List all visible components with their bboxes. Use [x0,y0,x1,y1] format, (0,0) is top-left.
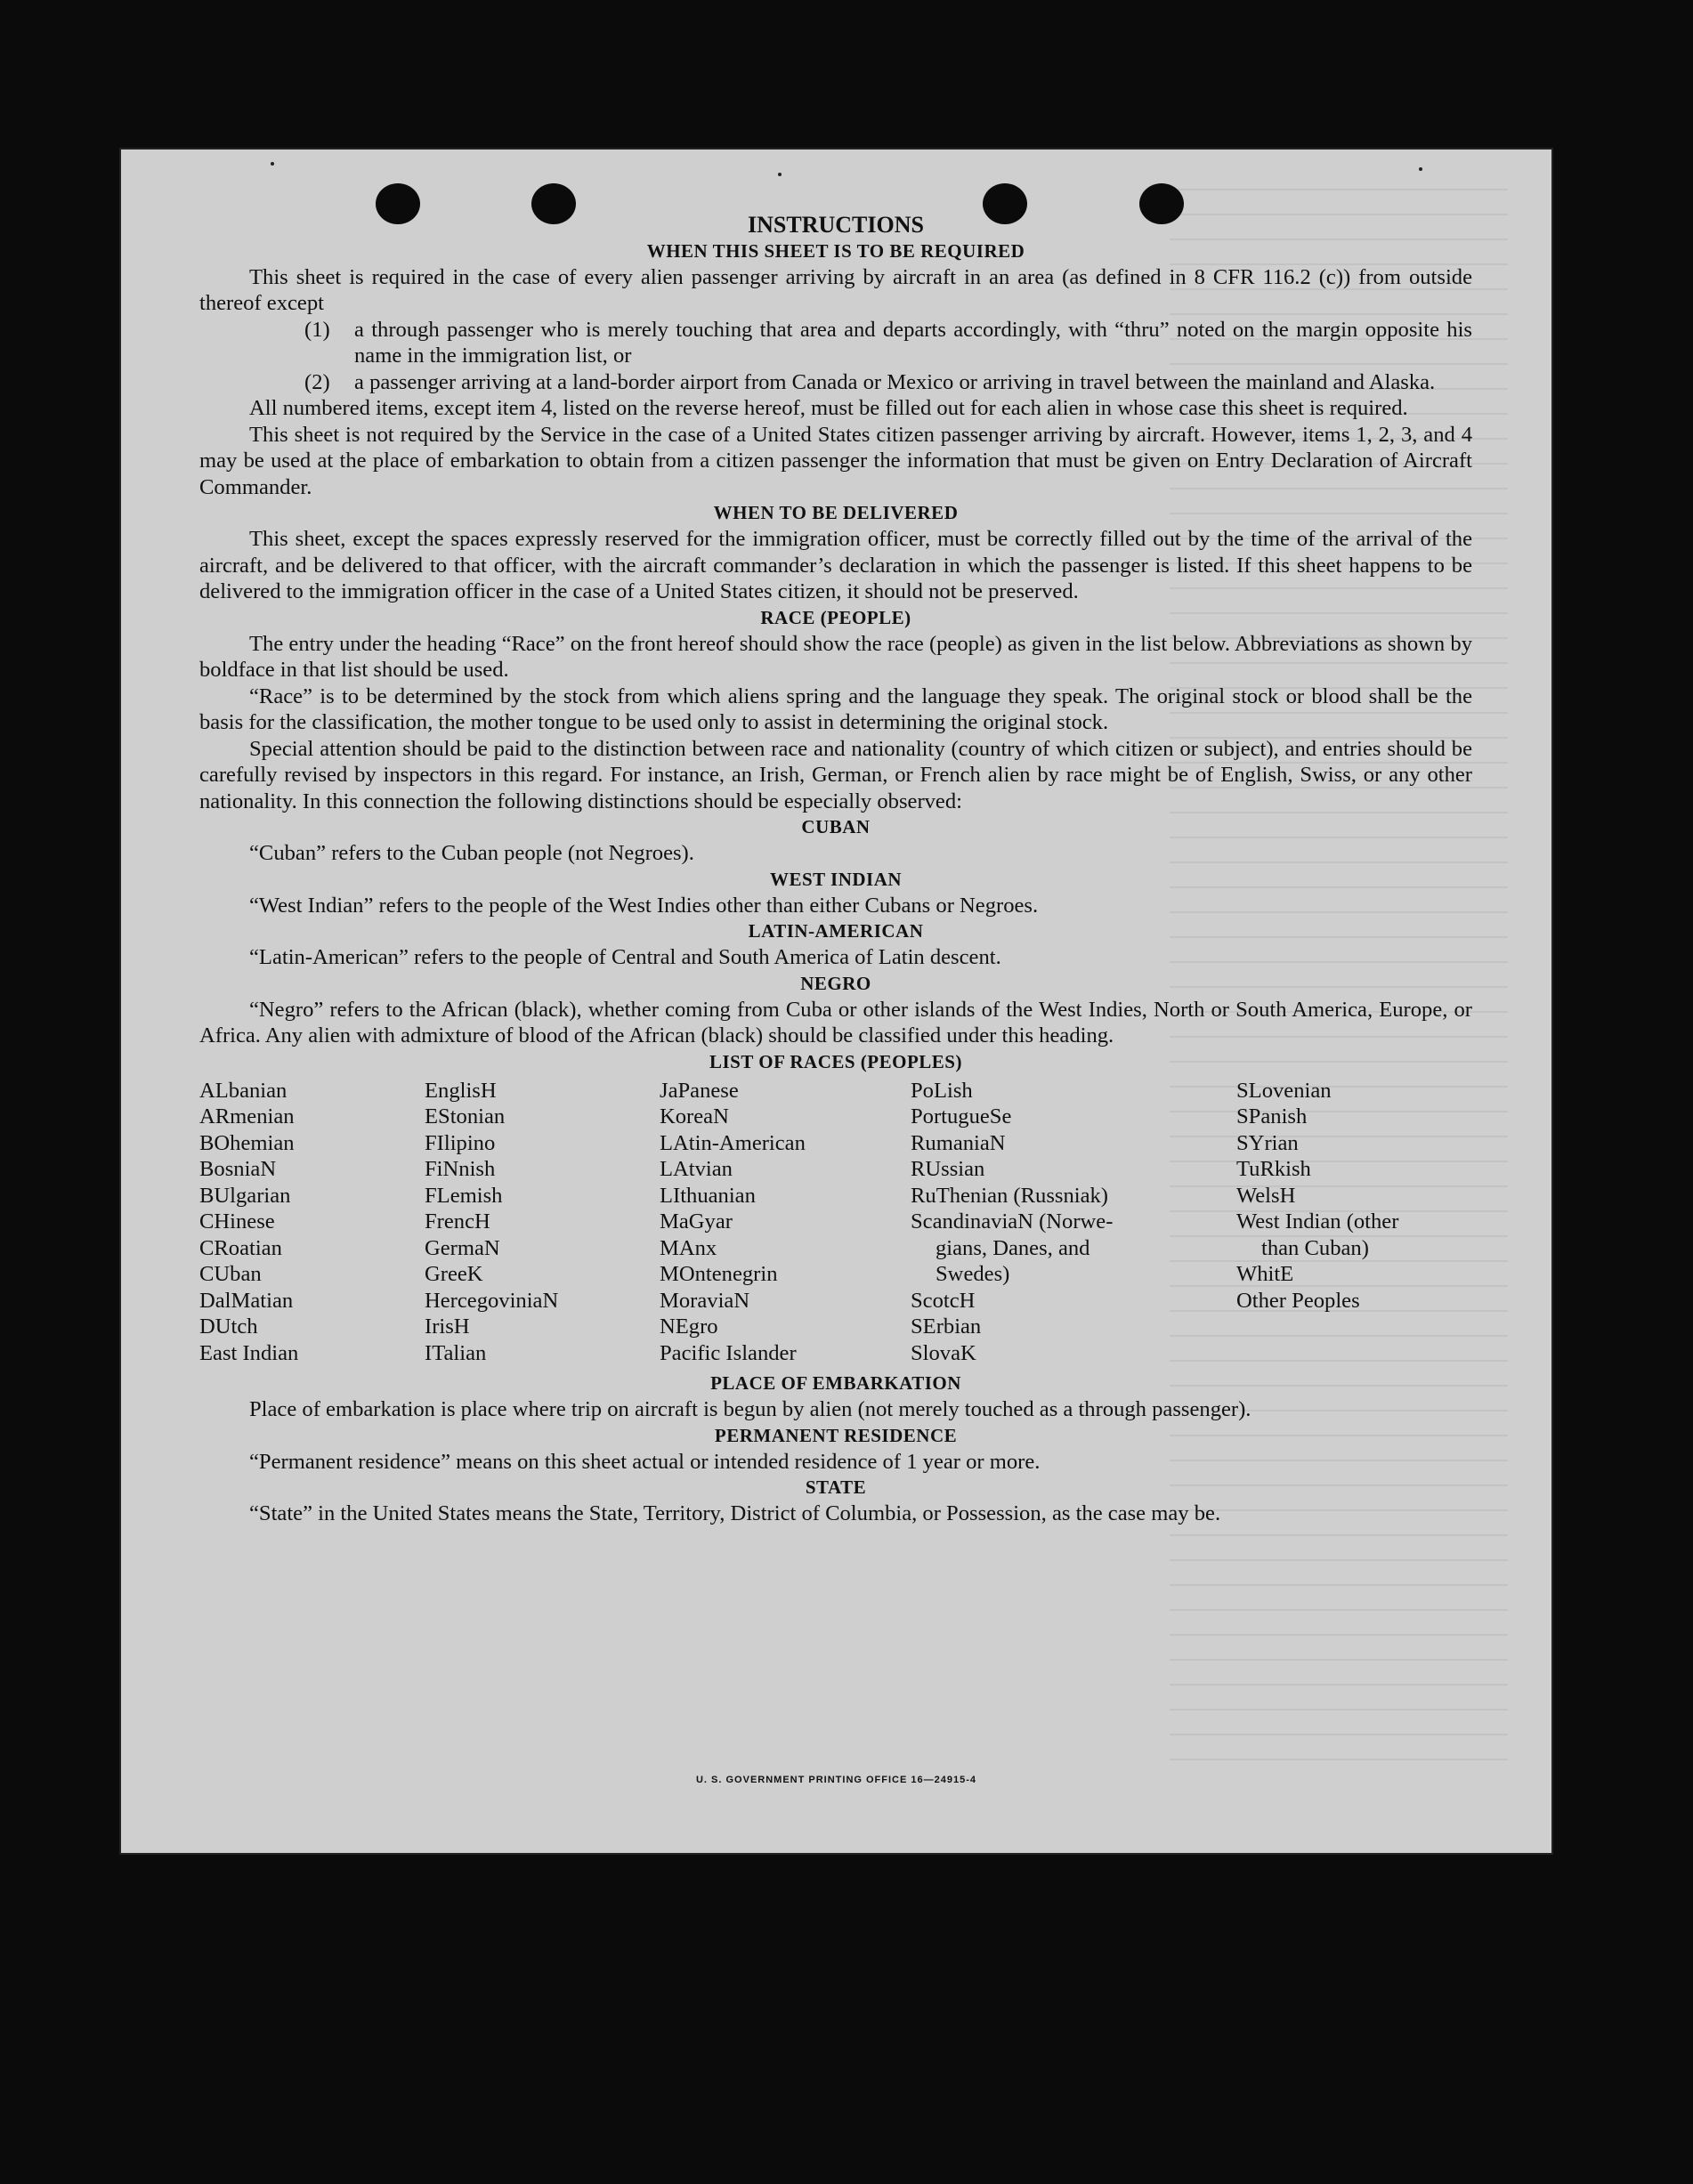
heading-state: STATE [805,1476,867,1498]
race-para2: “Race” is to be determined by the stock from which aliens spring and the language they speak. The original stock or blood shall be the basis for the classification, the mother tongue to be used only to assist in determining the original stock. [199,684,1472,734]
race-entry: CHinese [199,1209,275,1234]
race-entry: RUssian [911,1157,985,1181]
race-entry: MAnx [660,1235,717,1260]
race-column [1236,1078,1468,1367]
race-entry: than Cuban) [1261,1235,1369,1260]
race-entry: NEgro [660,1314,718,1339]
heading-when-required: WHEN THIS SHEET IS TO BE REQUIRED [646,239,1025,262]
race-entry: Swedes) [936,1262,1010,1286]
race-entry: SlovaK [911,1340,976,1365]
race-entry: SYrian [1236,1130,1299,1155]
heading-residence: PERMANENT RESIDENCE [714,1424,958,1446]
race-entry: FIlipino [425,1130,496,1155]
list-item [304,317,1472,369]
race-column [425,1078,660,1367]
document-sheet [119,148,1553,1855]
race-entry: MoraviaN [660,1288,750,1313]
page-title: INSTRUCTIONS [748,212,924,238]
race-entry: CUban [199,1262,262,1286]
race-entry: SLovenian [1236,1078,1332,1103]
speck [271,162,274,166]
race-entry: SPanish [1236,1104,1308,1128]
cuban-text: “Cuban” refers to the Cuban people (not Negroes). [249,841,694,865]
heading-embarkation: PLACE OF EMBARKATION [710,1372,961,1394]
race-entry: LAtin-American [660,1130,806,1155]
heading-negro: NEGRO [800,972,871,994]
race-entry: West Indian (other [1236,1209,1399,1234]
race-entry: ScandinaviaN (Norwe- [911,1209,1114,1234]
race-column [660,1078,911,1367]
item-number: (1) [304,317,330,342]
residence-text: “Permanent residence” means on this sheet actual or intended residence of 1 year or more. [249,1449,1041,1474]
race-entry: ARmenian [199,1104,295,1128]
race-entry: CRoatian [199,1235,282,1260]
race-entry: GreeK [425,1262,483,1286]
when-required-para2: All numbered items, except item 4, listed on the reverse hereof, must be filled out for each alien in whose case this sheet is required. [249,396,1408,420]
race-entry: PortugueSe [911,1104,1012,1128]
race-entry: BosniaN [199,1157,277,1181]
race-entry: Other Peoples [1236,1288,1360,1313]
race-entry: FiNnish [425,1157,496,1181]
race-entry: LAtvian [660,1157,733,1181]
state-text: “State” in the United States means the State, Territory, District of Columbia, or Possession, as the case may be. [249,1501,1221,1525]
race-entry: MOntenegrin [660,1262,778,1286]
race-entry: BUlgarian [199,1183,291,1208]
race-entry: EnglisH [425,1078,497,1103]
race-list [199,1078,1472,1367]
race-entry: SErbian [911,1314,982,1339]
printer-imprint: U. S. GOVERNMENT PRINTING OFFICE 16—24915-4 [695,1775,976,1785]
race-entry: DalMatian [199,1288,294,1313]
race-entry: WelsH [1236,1183,1296,1208]
heading-when-delivered: WHEN TO BE DELIVERED [713,502,959,523]
race-entry: Pacific Islander [660,1340,797,1365]
west-indian-text: “West Indian” refers to the people of the West Indies other than either Cubans or Negroes. [249,893,1039,918]
latin-american-text: “Latin-American” refers to the people of Central and South America of Latin descent. [249,945,1001,969]
race-para1: The entry under the heading “Race” on the front hereof should show the race (people) as given in the list below. Abbreviations as shown by boldface in that list should be used. [199,631,1472,682]
race-entry: GermaN [425,1235,500,1260]
embarkation-text: Place of embarkation is place where trip on aircraft is begun by alien (not merely touched as a through passenger). [249,1397,1252,1421]
race-column [911,1078,1236,1367]
heading-race: RACE (PEOPLE) [760,606,911,628]
race-para3: Special attention should be paid to the distinction between race and nationality (country of which citizen or subject), and entries should be carefully revised by inspectors in this regard. For instance, an Irish, German, or French alien by race might be of English, Swiss, or any other nationality. In this connection the following distinctions should be especially observed: [199,736,1472,813]
race-entry: gians, Danes, and [936,1235,1090,1260]
race-entry: KoreaN [660,1104,729,1128]
heading-cuban: CUBAN [801,816,871,837]
race-entry: DUtch [199,1314,258,1339]
race-entry: East Indian [199,1340,299,1365]
race-entry: MaGyar [660,1209,733,1234]
item-text: a through passenger who is merely touching that area and departs accordingly, with “thru” noted on the margin opposite his name in the immigration list, or [354,317,1472,368]
race-entry: PoLish [911,1078,973,1103]
race-entry: LIthuanian [660,1183,756,1208]
race-entry: FLemish [425,1183,503,1208]
heading-list-of-races: LIST OF RACES (PEOPLES) [709,1050,962,1072]
race-entry: IrisH [425,1314,470,1339]
race-entry: TuRkish [1236,1157,1311,1181]
race-entry: JaPanese [660,1078,739,1103]
when-required-para3: This sheet is not required by the Service in the case of a United States citizen passenger arriving by aircraft. However, items 1, 2, 3, and 4 may be used at the place of embarkation to obtain from a citizen passenger the information that must be given on Entry Declaration of Aircraft Commander. [199,422,1472,499]
race-entry: HercegoviniaN [425,1288,559,1313]
race-entry: RuThenian (Russniak) [911,1183,1108,1208]
heading-west-indian: WEST INDIAN [769,868,903,890]
item-text: a passenger arriving at a land-border airport from Canada or Mexico or arriving in travel between the mainland and Alaska. [354,369,1436,394]
race-entry: FrencH [425,1209,490,1234]
heading-latin-american: LATIN-AMERICAN [748,920,924,942]
race-entry: BOhemian [199,1130,295,1155]
race-entry: ITalian [425,1340,487,1365]
instructions-body [199,210,1472,1527]
list-item [304,369,1472,396]
negro-text: “Negro” refers to the African (black), whether coming from Cuba or other islands of the West Indies, North or South America, Europe, or Africa. Any alien with admixture of blood of the African (black) should be classified under this heading. [199,997,1472,1048]
when-delivered-text: This sheet, except the spaces expressly reserved for the immigration officer, must be correctly filled out by the time of the arrival of the aircraft, and be delivered to that officer, with the aircraft commander’s declaration in which the passenger is listed. If this sheet happens to be delivered to the immigration officer in the case of a United States citizen, it should not be preserved. [199,527,1472,603]
race-column [199,1078,425,1367]
race-entry: RumaniaN [911,1130,1006,1155]
when-required-intro: This sheet is required in the case of every alien passenger arriving by aircraft in an area (as defined in 8 CFR 116.2 (c)) from outside thereof except [199,264,1472,315]
speck [1419,167,1422,171]
race-entry: ScotcH [911,1288,976,1313]
item-number: (2) [304,369,330,394]
race-entry: EStonian [425,1104,506,1128]
race-entry: ALbanian [199,1078,288,1103]
race-entry: WhitE [1236,1262,1294,1286]
speck [778,173,782,176]
